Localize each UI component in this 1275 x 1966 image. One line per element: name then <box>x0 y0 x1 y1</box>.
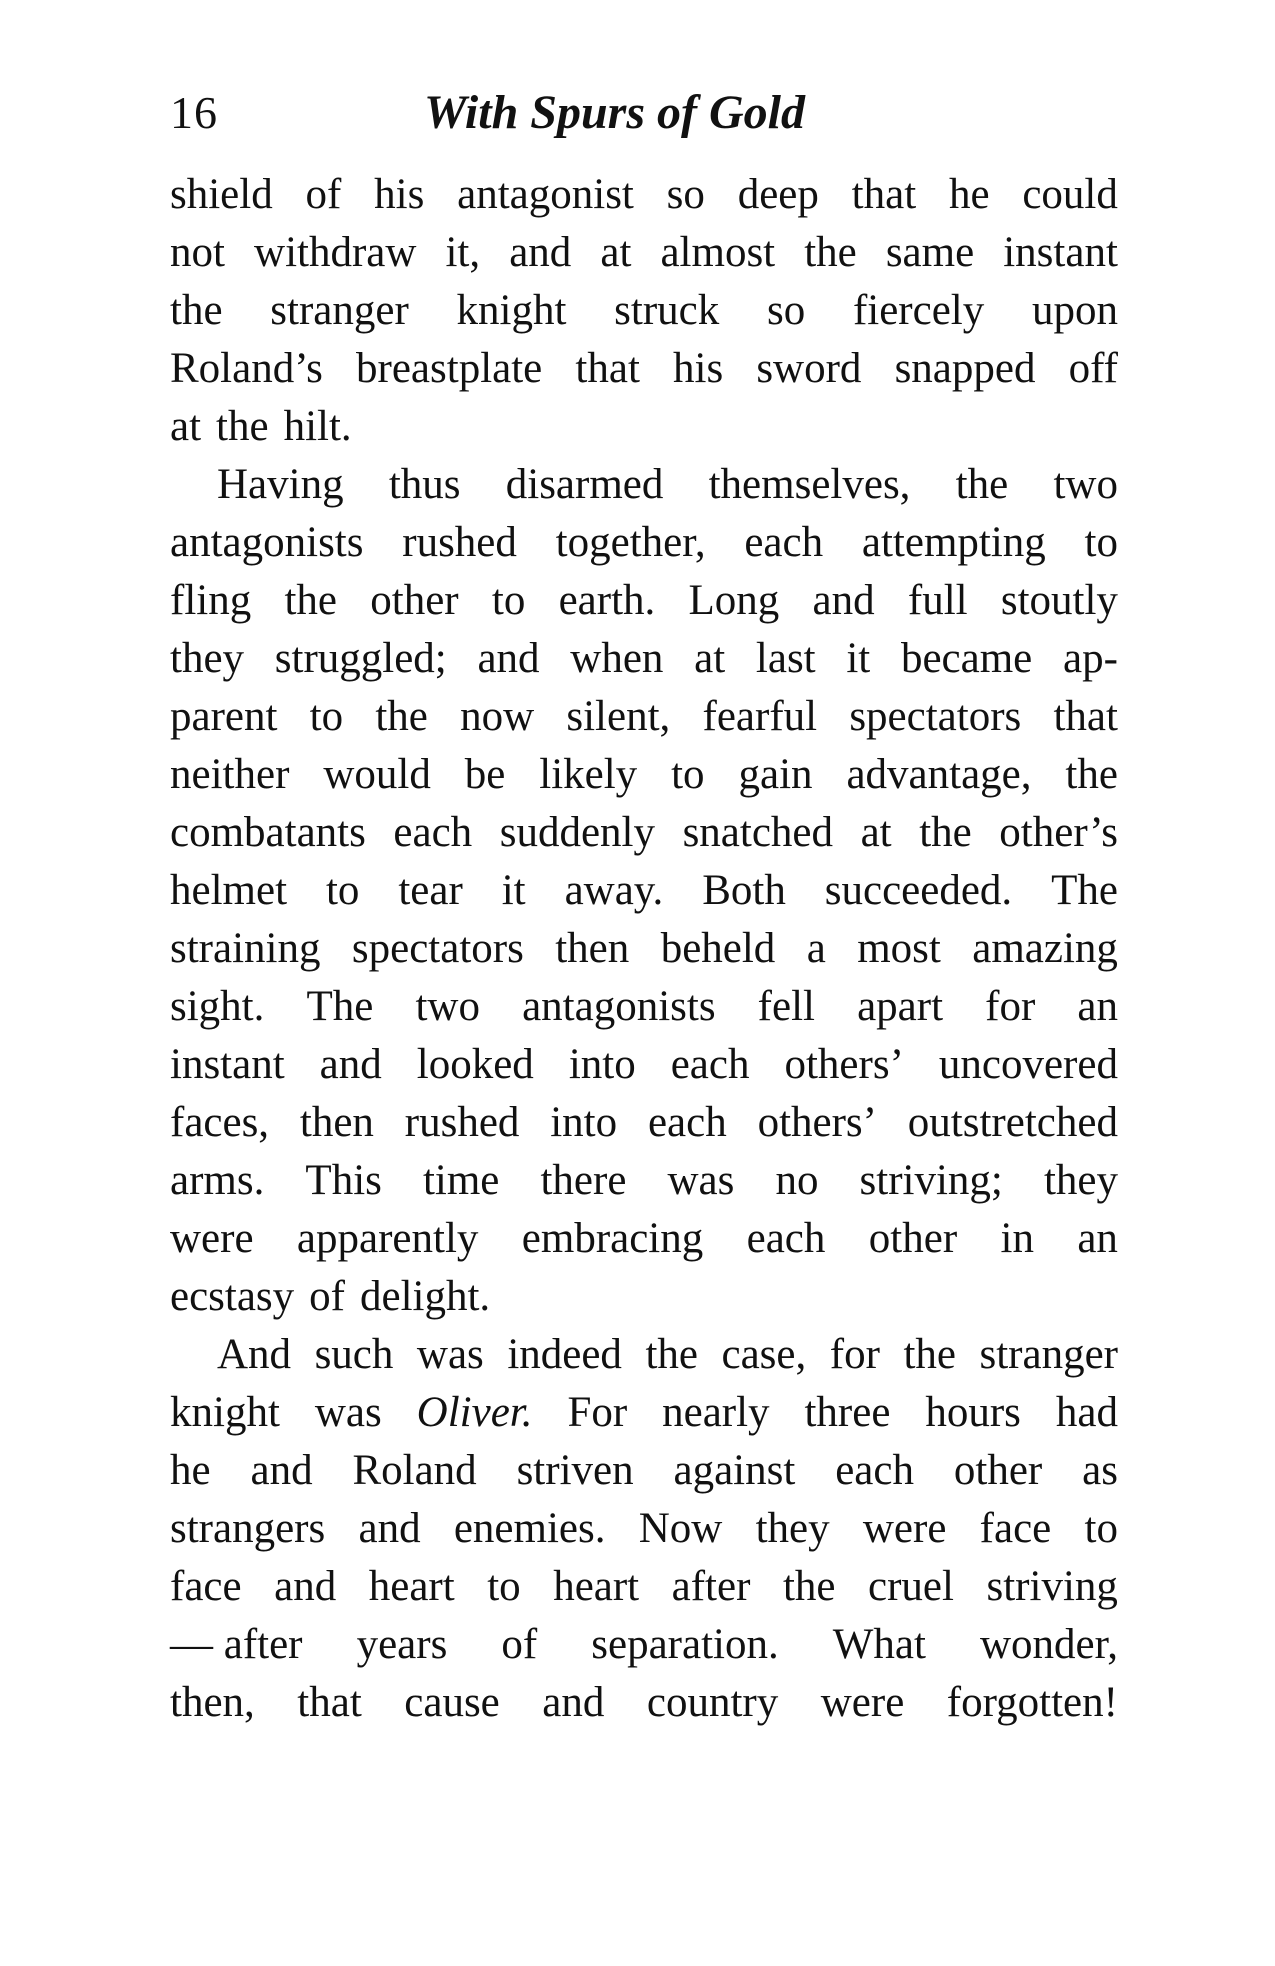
text-line <box>170 1036 1118 1094</box>
word: and <box>358 1505 421 1552</box>
word: themselves, <box>708 461 911 508</box>
word: withdraw <box>254 229 417 276</box>
text-line <box>170 862 1118 920</box>
word: thus <box>388 461 461 508</box>
word: apart <box>857 983 944 1030</box>
word: then <box>299 1099 374 1146</box>
word: each <box>835 1447 914 1494</box>
word: the <box>645 1331 698 1378</box>
word: could <box>1022 171 1118 218</box>
text-line <box>170 398 1118 456</box>
word: heart <box>553 1563 640 1610</box>
word: the <box>782 1563 836 1610</box>
word: was <box>416 1331 484 1378</box>
word: the <box>1065 751 1118 798</box>
word: The <box>306 983 374 1030</box>
word: spectators <box>849 693 1022 740</box>
word: and <box>509 229 572 276</box>
word: to <box>487 1563 521 1610</box>
text-line <box>170 1210 1118 1268</box>
word: an <box>1077 983 1118 1030</box>
word: into <box>568 1041 636 1088</box>
body-text <box>170 166 1118 1732</box>
word: they <box>755 1505 830 1552</box>
word: struggled; <box>274 635 447 682</box>
word: cruel <box>868 1563 954 1610</box>
word: Roland’s <box>170 345 323 392</box>
word: other’s <box>999 809 1118 856</box>
word: amazing <box>972 925 1118 972</box>
word: uncovered <box>938 1041 1118 1088</box>
word: stranger <box>270 287 409 334</box>
word: ap- <box>1062 635 1118 682</box>
word: was <box>314 1389 382 1436</box>
text-line <box>170 688 1118 746</box>
word: each <box>670 1041 750 1088</box>
word: case, <box>721 1331 807 1378</box>
word: others’ <box>757 1099 877 1146</box>
word: the <box>804 229 857 276</box>
text-line <box>170 978 1118 1036</box>
word: it <box>846 635 871 682</box>
word: each <box>647 1099 727 1146</box>
word: indeed <box>507 1331 622 1378</box>
word: sight. <box>170 983 265 1030</box>
word: be <box>464 751 506 798</box>
word: And <box>217 1331 292 1378</box>
text-line <box>170 1500 1118 1558</box>
word: the <box>216 403 269 450</box>
word: gain <box>738 751 813 798</box>
word: tear <box>398 867 463 914</box>
word: for <box>985 983 1036 1030</box>
word: This <box>305 1157 382 1204</box>
word: each <box>746 1215 826 1262</box>
word: other <box>868 1215 958 1262</box>
word: nearly <box>662 1389 770 1436</box>
word: separation. <box>591 1621 779 1668</box>
word: same <box>885 229 975 276</box>
word: it, <box>445 229 481 276</box>
word: were <box>820 1679 905 1726</box>
word: at <box>860 809 892 856</box>
word: to <box>1084 519 1118 566</box>
word: to <box>325 867 360 914</box>
word: the <box>284 577 338 624</box>
word: would <box>323 751 431 798</box>
page-number: 16 <box>170 87 218 138</box>
word: three <box>804 1389 891 1436</box>
word: and <box>250 1447 313 1494</box>
word: his <box>374 171 425 218</box>
word: country <box>646 1679 779 1726</box>
text-line <box>170 282 1118 340</box>
word: that <box>575 345 640 392</box>
word: off <box>1068 345 1118 392</box>
text-line <box>170 746 1118 804</box>
word: other <box>370 577 459 624</box>
word: striving; <box>859 1157 1003 1204</box>
word: each <box>744 519 824 566</box>
text-line <box>170 1268 1118 1326</box>
text-line <box>170 1674 1118 1732</box>
word: strangers <box>170 1505 326 1552</box>
word: Long <box>688 577 780 624</box>
text-line <box>170 572 1118 630</box>
text-line <box>170 340 1118 398</box>
word: against <box>673 1447 796 1494</box>
word: parent <box>170 693 278 740</box>
word: Having <box>217 461 344 508</box>
text-line <box>170 1094 1118 1152</box>
word: away. <box>564 867 664 914</box>
word: instant <box>1003 229 1118 276</box>
word: not <box>170 229 225 276</box>
word: sword <box>756 345 862 392</box>
word: was <box>667 1157 735 1204</box>
text-line <box>170 1326 1118 1384</box>
word: fling <box>170 577 252 624</box>
word: heart <box>368 1563 455 1610</box>
word: as <box>1082 1447 1118 1494</box>
word: he <box>170 1447 211 1494</box>
word: knight <box>170 1389 280 1436</box>
word: for <box>829 1331 880 1378</box>
word: rushed <box>404 1099 520 1146</box>
word: striving <box>986 1563 1118 1610</box>
word: then, <box>170 1679 255 1726</box>
word: so <box>766 287 806 334</box>
word: likely <box>539 751 638 798</box>
word: The <box>1051 867 1118 914</box>
word: of <box>305 171 342 218</box>
word: had <box>1055 1389 1118 1436</box>
word: two <box>415 983 480 1030</box>
word: at <box>170 403 202 450</box>
word: striven <box>516 1447 634 1494</box>
word: looked <box>416 1041 534 1088</box>
word: forgotten! <box>946 1679 1118 1726</box>
running-head <box>170 78 1110 148</box>
word: fearful <box>702 693 818 740</box>
word: full <box>907 577 968 624</box>
word: of <box>309 1273 345 1320</box>
word: that <box>1053 693 1118 740</box>
word: time <box>422 1157 500 1204</box>
running-title: With Spurs of Gold <box>424 86 805 139</box>
text-line <box>170 920 1118 978</box>
word: a <box>806 925 826 972</box>
word: enemies. <box>453 1505 606 1552</box>
word: it <box>501 867 526 914</box>
word: then <box>555 925 630 972</box>
word: Both <box>702 867 786 914</box>
word: into <box>550 1099 618 1146</box>
word: instant <box>170 1041 285 1088</box>
word: arms. <box>170 1157 265 1204</box>
word: antagonist <box>457 171 634 218</box>
word: neither <box>170 751 290 798</box>
word: — after <box>170 1621 303 1668</box>
word: hilt. <box>283 403 352 450</box>
word: so <box>666 171 705 218</box>
word: each <box>393 809 473 856</box>
word: shield <box>170 171 273 218</box>
word: they <box>1043 1157 1118 1204</box>
word: combatants <box>170 809 366 856</box>
word: cause <box>404 1679 500 1726</box>
word: together, <box>555 519 706 566</box>
word: helmet <box>170 867 288 914</box>
word: years <box>356 1621 448 1668</box>
word: delight. <box>360 1273 491 1320</box>
word: face <box>979 1505 1052 1552</box>
word: succeeded. <box>824 867 1013 914</box>
word: knight <box>456 287 567 334</box>
word: snatched <box>682 809 834 856</box>
word: struck <box>614 287 720 334</box>
word: What <box>832 1621 926 1668</box>
word: faces, <box>170 1099 270 1146</box>
word: after <box>671 1563 751 1610</box>
word: breastplate <box>356 345 543 392</box>
text-line <box>170 1558 1118 1616</box>
word: earth. <box>558 577 656 624</box>
word: to <box>491 577 526 624</box>
word: most <box>857 925 941 972</box>
word: upon <box>1031 287 1118 334</box>
word: Roland <box>352 1447 477 1494</box>
text-line <box>170 630 1118 688</box>
word: an <box>1077 1215 1118 1262</box>
word: two <box>1053 461 1118 508</box>
text-line <box>170 1616 1118 1674</box>
word: when <box>570 635 664 682</box>
word: to <box>1084 1505 1118 1552</box>
word: the <box>170 287 223 334</box>
text-line <box>170 456 1118 514</box>
text-line <box>170 166 1118 224</box>
word: antagonists <box>170 519 364 566</box>
word: snapped <box>894 345 1036 392</box>
word: wonder, <box>979 1621 1118 1668</box>
text-line <box>170 1442 1118 1500</box>
word: and <box>477 635 540 682</box>
text-line <box>170 1152 1118 1210</box>
word: there <box>540 1157 627 1204</box>
word: and <box>319 1041 382 1088</box>
word: For <box>567 1389 628 1436</box>
word: antagonists <box>522 983 716 1030</box>
word: straining <box>170 925 321 972</box>
word: to <box>309 693 344 740</box>
word: embracing <box>521 1215 704 1262</box>
word: deep <box>737 171 819 218</box>
word: beheld <box>660 925 776 972</box>
word: he <box>948 171 990 218</box>
word: stranger <box>979 1331 1118 1378</box>
text-line <box>170 224 1118 282</box>
text-line <box>170 514 1118 572</box>
text-line <box>170 804 1118 862</box>
word: spectators <box>351 925 524 972</box>
word: now <box>460 693 535 740</box>
word: ecstasy <box>170 1273 295 1320</box>
word: suddenly <box>499 809 656 856</box>
word: and <box>274 1563 337 1610</box>
word: advantage, <box>846 751 1032 798</box>
word: that <box>297 1679 362 1726</box>
word: at <box>600 229 632 276</box>
word: that <box>851 171 917 218</box>
word: attempting <box>861 519 1046 566</box>
word: his <box>673 345 724 392</box>
text-line <box>170 1384 1118 1442</box>
word: face <box>170 1563 242 1610</box>
word: disarmed <box>505 461 664 508</box>
word: almost <box>660 229 776 276</box>
word: in <box>1000 1215 1034 1262</box>
word: and <box>812 577 875 624</box>
word: fiercely <box>852 287 985 334</box>
word: became <box>900 635 1033 682</box>
word: stoutly <box>1000 577 1118 624</box>
word: apparently <box>296 1215 479 1262</box>
word: they <box>170 635 245 682</box>
word: fell <box>757 983 815 1030</box>
word: no <box>775 1157 819 1204</box>
word: were <box>862 1505 947 1552</box>
word: outstretched <box>907 1099 1118 1146</box>
word: rushed <box>402 519 517 566</box>
word: such <box>314 1331 394 1378</box>
word: the <box>955 461 1009 508</box>
word-italic: Oliver. <box>416 1389 533 1436</box>
word: of <box>501 1621 538 1668</box>
word: were <box>170 1215 254 1262</box>
word: the <box>375 693 428 740</box>
word: at <box>694 635 726 682</box>
word: others’ <box>784 1041 904 1088</box>
word: the <box>903 1331 956 1378</box>
word: other <box>953 1447 1043 1494</box>
word: the <box>919 809 972 856</box>
word: hours <box>925 1389 1021 1436</box>
word: silent, <box>566 693 671 740</box>
word: Now <box>638 1505 723 1552</box>
word: last <box>755 635 816 682</box>
word: and <box>542 1679 605 1726</box>
word: to <box>671 751 705 798</box>
